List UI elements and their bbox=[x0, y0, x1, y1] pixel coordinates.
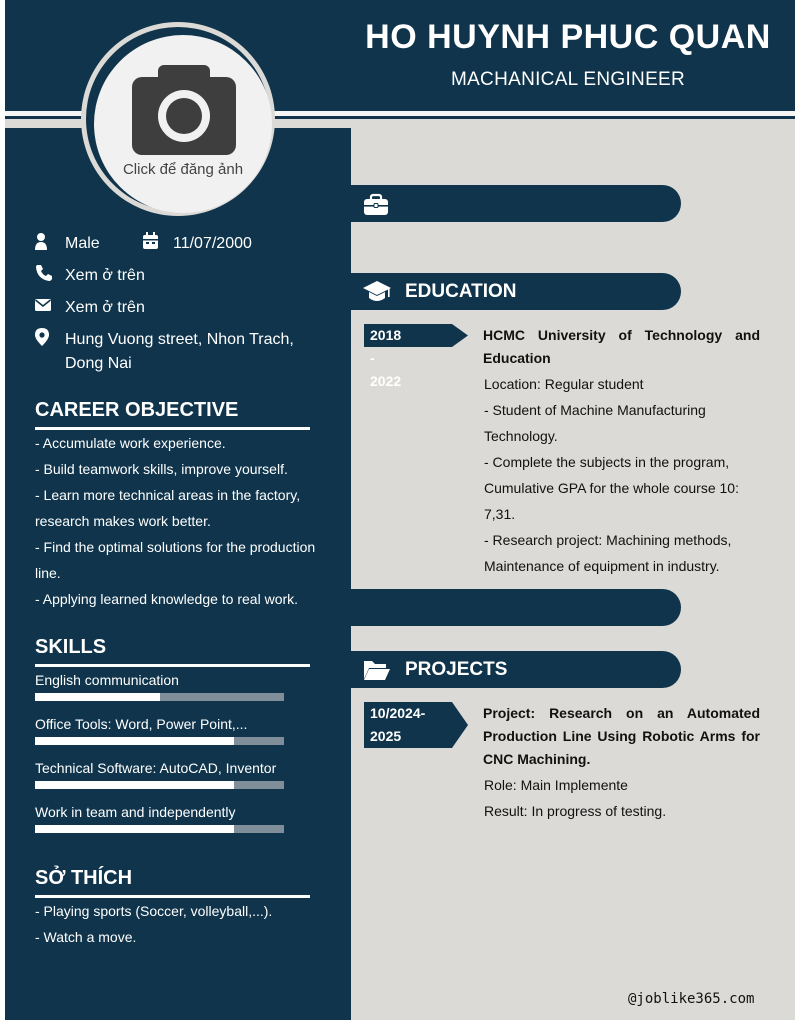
list-item: - Complete the subjects in the program, Cumulative GPA for the whole course 10: 7,31. bbox=[484, 454, 739, 522]
map-pin-icon bbox=[35, 328, 65, 346]
avatar-caption: Click để đăng ảnh bbox=[122, 161, 244, 178]
project-details bbox=[484, 772, 760, 824]
birthdate-text: 11/07/2000 bbox=[173, 235, 252, 252]
education-header bbox=[351, 273, 681, 310]
list-item: - Learn more technical areas in the factory, research makes work better. bbox=[35, 487, 301, 529]
skill-bar bbox=[35, 825, 284, 833]
skill-bar-fill bbox=[35, 737, 234, 745]
gender-row bbox=[35, 232, 100, 256]
list-item: - Applying learned knowledge to real work. bbox=[35, 591, 299, 607]
skill-bar-fill bbox=[35, 781, 234, 789]
briefcase-icon bbox=[363, 191, 389, 217]
list-item: - Find the optimal solutions for the production line. bbox=[35, 539, 316, 581]
avatar-upload[interactable] bbox=[81, 22, 275, 216]
avatar-face bbox=[94, 35, 272, 213]
project-date-line1: 10/2024- bbox=[370, 705, 426, 721]
skill-name: Technical Software: AutoCAD, Inventor bbox=[35, 760, 277, 776]
project-title: Project: Research on an Automated Production Line Using Robotic Arms for CNC Machining. bbox=[483, 705, 760, 767]
skill-bar bbox=[35, 781, 284, 789]
camera-icon bbox=[132, 65, 236, 155]
candidate-name: HO HUYNH PHUC QUAN bbox=[365, 18, 771, 56]
phone-icon bbox=[35, 264, 65, 282]
email-text: Xem ở trên bbox=[65, 299, 145, 316]
birthdate-row bbox=[143, 232, 252, 256]
hobbies-title: SỞ THÍCH bbox=[35, 867, 310, 898]
phone-row bbox=[35, 264, 145, 288]
projects-title: PROJECTS bbox=[405, 659, 508, 680]
email-icon bbox=[35, 296, 65, 314]
list-item: Role: Main Implemente bbox=[484, 777, 628, 793]
education-details bbox=[484, 371, 760, 579]
skill-name: Office Tools: Word, Power Point,... bbox=[35, 716, 248, 732]
email-row bbox=[35, 296, 145, 320]
skill-bar-fill bbox=[35, 693, 160, 701]
skills-title: SKILLS bbox=[35, 636, 310, 667]
address-row bbox=[35, 328, 335, 376]
footer-watermark: @joblike365.com bbox=[628, 991, 755, 1007]
phone-text: Xem ở trên bbox=[65, 267, 145, 284]
graduation-cap-icon bbox=[363, 279, 391, 305]
education-school: HCMC University of Technology and Education bbox=[483, 327, 760, 366]
education-date: 2018 - 2022 bbox=[370, 327, 402, 389]
skill-item bbox=[35, 672, 325, 701]
list-item: - Research project: Machining methods, Maintenance of equipment in industry. bbox=[484, 532, 732, 574]
projects-header bbox=[351, 651, 681, 688]
list-item: Location: Regular student bbox=[484, 376, 644, 392]
career-objective-title: CAREER OBJECTIVE bbox=[35, 399, 310, 430]
user-icon bbox=[35, 232, 65, 250]
job-title: MACHANICAL ENGINEER bbox=[450, 69, 686, 90]
gender-text: Male bbox=[65, 235, 100, 252]
skill-item bbox=[35, 804, 325, 833]
project-date-line2: 2025 bbox=[370, 728, 402, 744]
folder-open-icon bbox=[363, 657, 391, 683]
resume-page bbox=[5, 0, 795, 1020]
calendar-icon bbox=[143, 232, 173, 250]
skill-name: Work in team and independently bbox=[35, 804, 236, 820]
address-text: Hung Vuong street, Nhon Trach, Dong Nai bbox=[65, 331, 294, 372]
skill-item bbox=[35, 760, 325, 789]
hobbies-list bbox=[35, 898, 330, 950]
skill-bar bbox=[35, 693, 284, 701]
blank-section-header bbox=[351, 589, 681, 626]
list-item: - Student of Machine Manufacturing Technology. bbox=[484, 402, 706, 444]
list-item: - Accumulate work experience. bbox=[35, 435, 226, 451]
list-item: - Playing sports (Soccer, volleyball,...). bbox=[35, 903, 273, 919]
skill-bar-fill bbox=[35, 825, 234, 833]
education-title: EDUCATION bbox=[405, 281, 517, 302]
list-item: Result: In progress of testing. bbox=[484, 803, 667, 819]
avatar-ring bbox=[86, 27, 270, 211]
career-objective-list bbox=[35, 430, 330, 612]
list-item: - Build teamwork skills, improve yourself. bbox=[35, 461, 288, 477]
skill-item bbox=[35, 716, 325, 745]
experience-header bbox=[351, 185, 681, 222]
skill-name: English communication bbox=[35, 672, 179, 688]
list-item: - Watch a move. bbox=[35, 929, 137, 945]
skill-bar bbox=[35, 737, 284, 745]
